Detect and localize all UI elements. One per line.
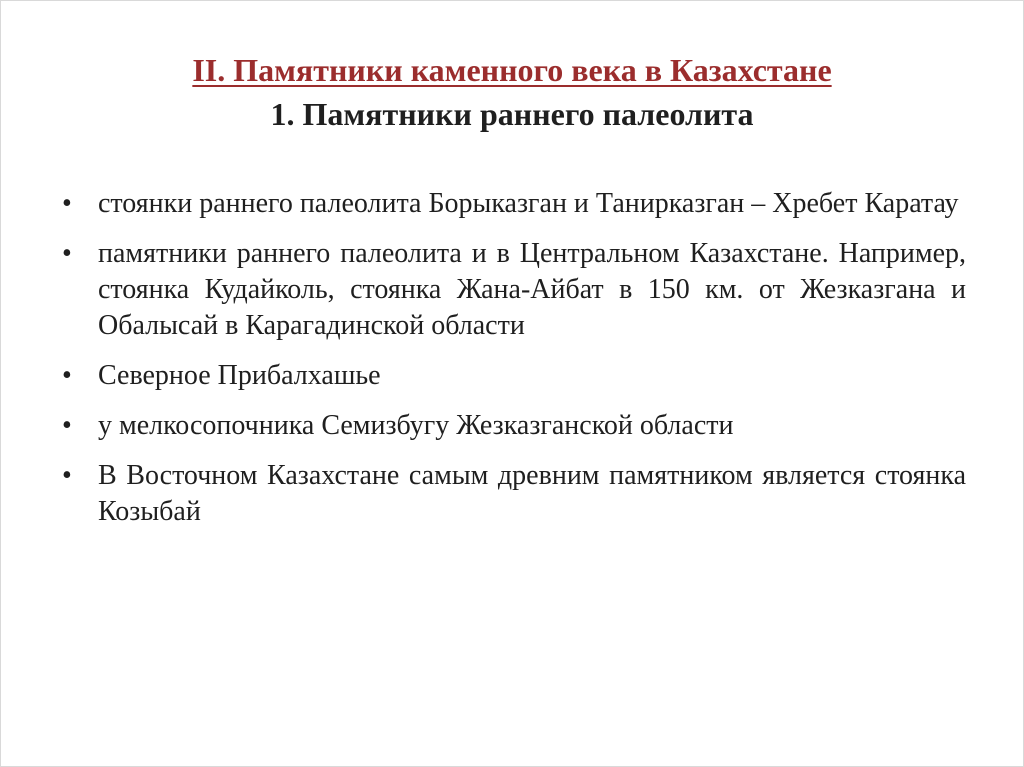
list-item bbox=[62, 358, 966, 394]
bullet-marker: • bbox=[62, 410, 72, 441]
bullet-text: Северное Прибалхашье bbox=[98, 360, 381, 391]
bullet-marker: • bbox=[62, 460, 72, 491]
bullet-text: памятники раннего палеолита и в Центральном Казахстане. Например, стоянка Кудайколь, стоянка Жана-Айбат в 150 км. от Жезказгана и Обалысай в Карагадинской области bbox=[98, 238, 966, 341]
section-heading: II. Памятники каменного века в Казахстане bbox=[192, 52, 832, 88]
bullet-marker: • bbox=[62, 238, 72, 269]
slide-title bbox=[0, 48, 1024, 136]
list-item bbox=[62, 408, 966, 444]
bullet-marker: • bbox=[62, 360, 72, 391]
list-item bbox=[62, 236, 966, 344]
bullet-marker: • bbox=[62, 188, 72, 219]
bullet-text: стоянки раннего палеолита Борыказган и Танирказган – Хребет Каратау bbox=[98, 188, 959, 219]
bullet-text: у мелкосопочника Семизбугу Жезказганской области bbox=[98, 410, 734, 441]
list-item bbox=[62, 186, 966, 222]
subsection-heading: 1. Памятники раннего палеолита bbox=[270, 96, 754, 132]
list-item bbox=[62, 458, 966, 530]
bullet-text: В Восточном Казахстане самым древним памятником является стоянка Козыбай bbox=[98, 460, 966, 527]
bullet-list bbox=[62, 186, 966, 544]
